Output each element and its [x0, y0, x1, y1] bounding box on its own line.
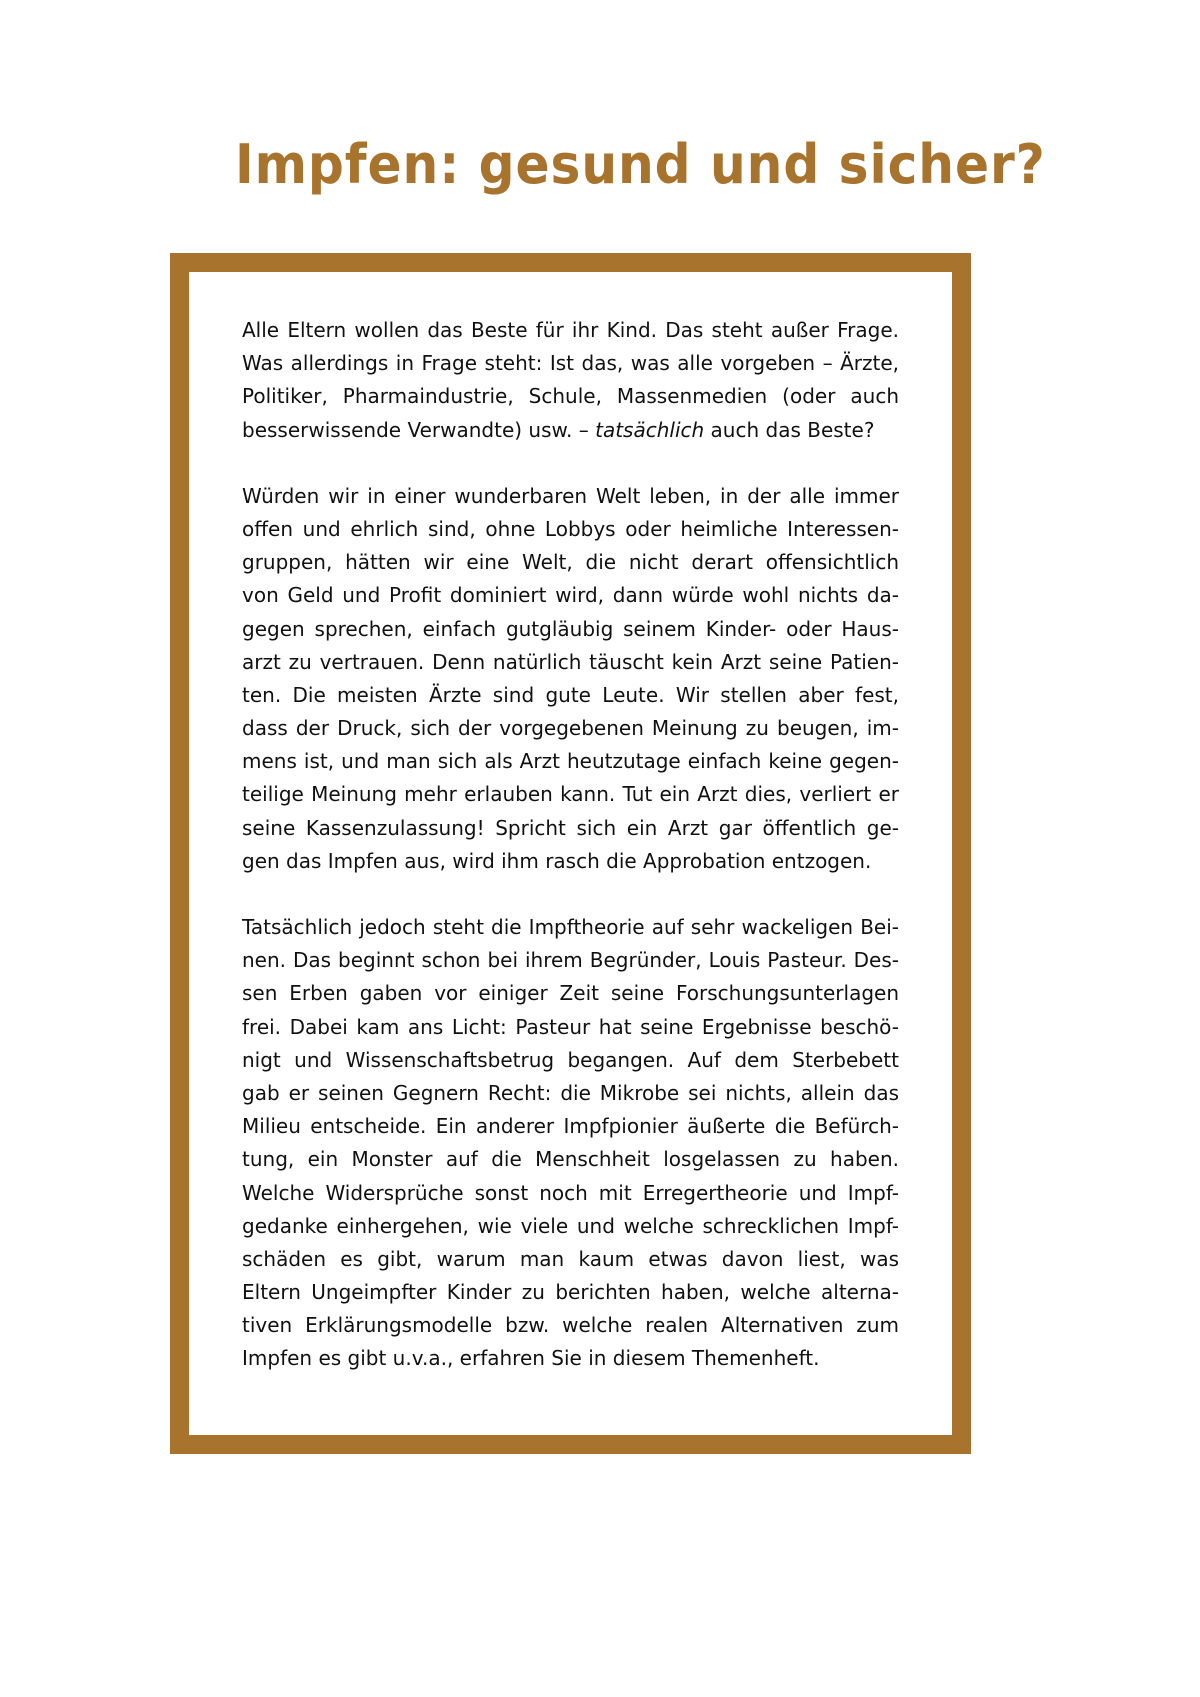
text-line: sen Erben gaben vor einiger Zeit seine Forschungsunterlagen: [242, 981, 899, 1006]
text-line: mens ist, und man sich als Arzt heutzutage einfach keine gegen-: [242, 749, 899, 774]
text-line: nigt und Wissenschaftsbetrug begangen. Auf dem Sterbebett: [242, 1047, 899, 1072]
text-line: [242, 414, 899, 447]
text-line: frei. Dabei kam ans Licht: Pasteur hat seine Ergebnisse beschö-: [242, 1014, 899, 1039]
paragraph-3: [242, 911, 899, 1376]
text-line: Alle Eltern wollen das Beste für ihr Kind. Das steht außer Frage.: [242, 318, 899, 342]
text-body: [242, 314, 899, 1409]
text-line: nen. Das beginnt schon bei ihrem Begründer, Louis Pasteur. Des-: [242, 948, 899, 973]
text-line: gen das Impfen aus, wird ihm rasch die Approbation entzogen.: [242, 848, 872, 873]
text-line: Eltern Ungeimpfter Kinder zu berichten haben, welche alterna-: [242, 1280, 899, 1305]
text-line: gruppen, hätten wir eine Welt, die nicht derart offensichtlich: [242, 550, 899, 575]
text-line: Impfen es gibt u.v.a., erfahren Sie in diesem Themenheft.: [242, 1346, 820, 1371]
text-line: Welche Widersprüche sonst noch mit Erregertheorie und Impf-: [242, 1180, 899, 1205]
page-title: Impfen: gesund und sicher?: [235, 133, 1046, 196]
text-line: Würden wir in einer wunderbaren Welt leben, in der alle immer: [242, 483, 899, 508]
text-line: von Geld und Profit dominiert wird, dann würde wohl nichts da-: [242, 583, 899, 608]
text-line: schäden es gibt, warum man kaum etwas davon liest, was: [242, 1246, 899, 1271]
paragraph-2: [242, 480, 899, 878]
text-line: Was allerdings in Frage steht: Ist das, was alle vorgeben – Ärzte,: [242, 351, 899, 376]
text-line: ten. Die meisten Ärzte sind gute Leute. Wir stellen aber fest,: [242, 682, 899, 707]
text-line: offen und ehrlich sind, ohne Lobbys oder heimliche Interessen-: [242, 516, 899, 541]
text-line: gedanke einhergehen, wie viele und welche schrecklichen Impf-: [242, 1213, 899, 1238]
text-run: auch das Beste?: [704, 417, 875, 442]
text-line: tung, ein Monster auf die Menschheit losgelassen zu haben.: [242, 1147, 899, 1172]
emphasized-word: tatsächlich: [595, 417, 705, 442]
text-line: tiven Erklärungsmodelle bzw. welche realen Alternativen zum: [242, 1313, 899, 1338]
text-line: teilige Meinung mehr erlauben kann. Tut ein Arzt dies, verliert er: [242, 782, 899, 807]
text-line: dass der Druck, sich der vorgegebenen Meinung zu beugen, im-: [242, 716, 899, 741]
text-line: arzt zu vertrauen. Denn natürlich täuscht kein Arzt seine Patien-: [242, 649, 899, 674]
text-line: seine Kassenzulassung! Spricht sich ein Arzt gar öffentlich ge-: [242, 815, 899, 840]
text-line: gab er seinen Gegnern Recht: die Mikrobe sei nichts, allein das: [242, 1080, 899, 1105]
text-line: Tatsächlich jedoch steht die Impftheorie auf sehr wackeligen Bei-: [242, 915, 899, 939]
paragraph-1: [242, 314, 899, 447]
text-line: gegen sprechen, einfach gutgläubig seinem Kinder- oder Haus-: [242, 616, 899, 641]
text-line: Milieu entscheide. Ein anderer Impfpionier äußerte die Befürch-: [242, 1114, 899, 1139]
text-line: Politiker, Pharmaindustrie, Schule, Massenmedien (oder auch: [242, 384, 899, 409]
text-run: besserwissende Verwandte) usw. –: [242, 417, 596, 442]
